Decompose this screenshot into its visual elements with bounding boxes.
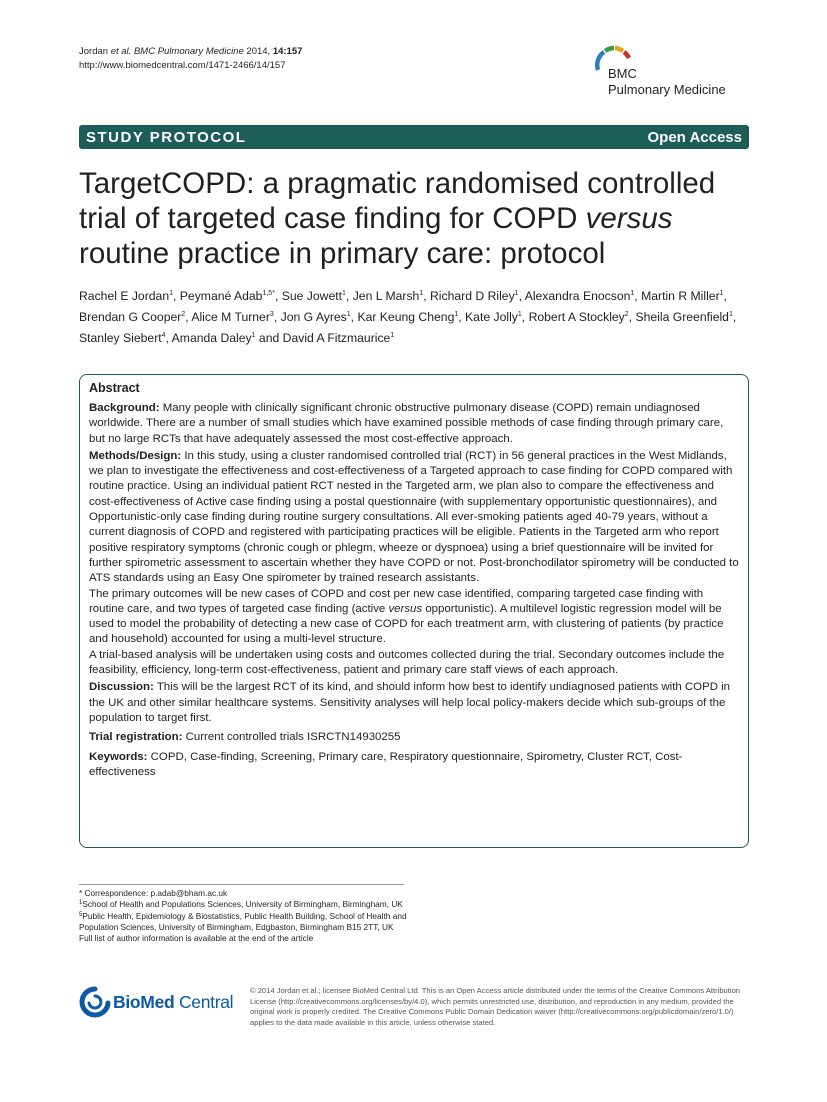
abstract-discussion: [89, 680, 739, 726]
article-type-banner: [79, 125, 749, 149]
affiliation-5: [79, 911, 409, 934]
author-item: [529, 310, 629, 324]
correspondence-note: * Correspondence: p.adab@bham.ac.uk: [79, 888, 228, 898]
author-item: [180, 289, 275, 303]
author-name: Peymané Adab: [179, 289, 263, 303]
author-affiliation: 1: [517, 311, 522, 318]
footnote-divider: [79, 884, 404, 885]
author-name: Alexandra Enocson: [524, 289, 631, 303]
citation-line: [79, 45, 302, 59]
author-name: Jon G Ayres: [280, 310, 347, 324]
publisher-logo: [79, 986, 239, 1022]
author-item: [172, 331, 256, 345]
author-item: [465, 310, 522, 324]
author-affiliation: 1: [390, 332, 395, 339]
author-name: Jen L Marsh: [352, 289, 420, 303]
footnotes: [79, 888, 409, 944]
article-title: [79, 166, 759, 271]
publisher-logo-text: [113, 992, 233, 1013]
author-item: [430, 289, 519, 303]
author-affiliation: 1: [728, 311, 733, 318]
author-item: [281, 310, 351, 324]
affiliation-5-number: 5: [79, 911, 83, 918]
author-item: [79, 331, 166, 345]
abstract-registration: [89, 730, 739, 745]
biomed-swirl-icon: [79, 986, 111, 1020]
title-part1: TargetCOPD: a pragmatic randomised controlled trial of targeted case finding for COPD: [79, 167, 716, 235]
author-and: and: [255, 331, 283, 345]
methods-text-2a: The primary outcomes will be new cases of COPD and cost per new case identified, comparing targeted case finding with routine care, and two types of targeted case finding (active: [89, 587, 704, 615]
author-affiliation: 1: [346, 311, 351, 318]
author-affiliation: 2: [624, 311, 629, 318]
methods-text-1: In this study, using a cluster randomised controlled trial (RCT) in 56 general practices in the West Midlands, we plan to investigate the effectiveness and cost-effectiveness of a Targeted approach to case finding for COPD compared with routine practice. Using an individual patient RCT nested in the Targeted arm, we plan also to compare the effectiveness and cost-effectiveness of Active case finding using a postal questionnaire (with supplementary opportunistic questionnaires), and Opportunistic-only case finding during routine surgery consultations. All ever-smoking patients aged 40-79 years, without a current diagnosis of COPD and registered with participating practices will be eligible. Patients in the Targeted arm who report positive respiratory symptoms (chronic cough or phlegm, wheeze or dyspnoea) using a brief questionnaire will be invited for further spirometric assessment to ascertain whether they have COPD or not. Post-bronchodilator spirometry will be conducted to ATS standards using an Easy One spirometer by trained research assistants.: [89, 449, 739, 585]
background-text: Many people with clinically significant chronic obstructive pulmonary disease (COPD) remain undiagnosed worldwide. There are a number of small studies which have examined possible methods of case finding through primary care, but no large RCTs that have adequately assessed the most cost-effective approach.: [89, 402, 724, 445]
author-name: Kate Jolly: [465, 310, 518, 324]
open-access-label: Open Access: [647, 128, 742, 146]
methods-text-3: A trial-based analysis will be undertaken using costs and outcomes collected during the trial. Secondary outcomes include the feasibility, efficiency, long-term cost-effectiveness, patient and primary care staff views of each approach.: [89, 648, 725, 677]
abstract-background: [89, 401, 739, 447]
abstract-methods: [89, 449, 739, 587]
publisher-logo-bold: BioMed: [113, 992, 175, 1012]
author-affiliation: 1: [342, 290, 346, 297]
abstract-heading: Abstract: [89, 381, 140, 395]
author-name: Richard D Riley: [430, 289, 515, 303]
author-affiliation: 1: [454, 311, 459, 318]
author-item: [283, 331, 395, 345]
author-item: [191, 310, 273, 324]
author-item: [79, 289, 173, 303]
author-name: Robert A Stockley: [528, 310, 625, 324]
abstract-keywords: [89, 750, 739, 781]
methods-text-2b: opportunistic). A multilevel logistic regression model will be used to model the probability of detecting a new case of COPD for each treatment arm, with clustering of patients (by practice and household) accounted for using a multi-level structure.: [89, 602, 724, 646]
abstract-box: [79, 374, 749, 848]
author-affiliation: 1: [251, 332, 256, 339]
author-name: Martin R Miller: [641, 289, 720, 303]
full-author-info-note: Full list of author information is available at the end of the article: [79, 933, 314, 944]
title-part2: routine practice in primary care: protocol: [79, 237, 606, 270]
methods-label: Methods/Design:: [89, 449, 182, 462]
author-name: Alice M Turner: [191, 310, 270, 324]
author-item: [525, 289, 635, 303]
citation-header: [79, 45, 302, 73]
author-name: Brendan G Cooper: [79, 310, 182, 324]
citation-year: 2014,: [246, 46, 271, 57]
author-affiliation: 1: [169, 290, 174, 297]
author-affiliation: 1: [419, 290, 424, 297]
abstract-methods-analysis: [89, 648, 739, 679]
registration-label: Trial registration:: [89, 731, 183, 744]
author-affiliation: 1,5*: [262, 290, 275, 297]
author-affiliation: 4: [161, 332, 166, 339]
affiliation-5-text: Public Health, Epidemiology & Biostatistics, Public Health Building, School of Health and Population Sciences, University of Birmingham, Edgbaston, Birmingham B15 2TT, UK: [79, 910, 407, 932]
author-name: Sheila Greenfield: [635, 310, 729, 324]
author-name: David A Fitzmaurice: [282, 331, 391, 345]
keywords-label: Keywords:: [89, 750, 148, 763]
citation-volume: 14:157: [272, 46, 303, 57]
journal-logo-bmc: BMC: [608, 66, 637, 81]
citation-authors: Jordan: [79, 46, 109, 57]
keywords-text: COPD, Case-finding, Screening, Primary care, Respiratory questionnaire, Spirometry, Cluster RCT, Cost-effectiveness: [89, 750, 683, 778]
author-affiliation: 2: [181, 311, 186, 318]
author-name: Amanda Daley: [171, 331, 252, 345]
affiliation-1-text: School of Health and Populations Sciences, University of Birmingham, Birmingham, UK: [82, 899, 403, 910]
author-list: Rachel E Jordan$^1$, Peymané Adab$^{1,5*}$, Sue Jowett$^1$, Jen L Marsh$^1$, Richard D Riley$^1$, Alexandra Enocson$^1$, Martin R Miller$^1$, Brendan G Cooper$^2$, Alice M Turner$^3$, Jon G Ayres$^1$, Kar Keung Cheng$^1$, Kate Jolly$^1$, Robert A Stockley$^2$, Sheila Greenfield$^1$, Stanley Siebert$^4$, Amanda Daley$^1$ and David A Fitzmaurice$^1$: [79, 289, 737, 345]
journal-logo-name: Pulmonary Medicine: [608, 82, 726, 97]
journal-logo: [592, 44, 762, 104]
author-item: [353, 289, 424, 303]
author-affiliation: 1: [719, 290, 724, 297]
affiliation-1: [79, 899, 409, 910]
citation-journal: et al. BMC Pulmonary Medicine: [110, 46, 244, 57]
author-name: Sue Jowett: [281, 289, 343, 303]
author-affiliation: 1: [514, 290, 519, 297]
affiliation-1-number: 1: [79, 900, 83, 907]
title-italic: versus: [585, 202, 673, 235]
author-name: Stanley Siebert: [79, 331, 162, 345]
article-url[interactable]: http://www.biomedcentral.com/1471-2466/14/157: [79, 60, 286, 71]
author-item: [641, 289, 723, 303]
publisher-logo-normal: Central: [174, 992, 234, 1012]
discussion-label: Discussion:: [89, 681, 154, 694]
discussion-text: This will be the largest RCT of its kind, and should inform how best to identify undiagnosed patients with COPD in the UK and other similar healthcare systems. Sensitivity analyses will help local policy-makers decide which sub-groups of the population to target first.: [89, 681, 731, 724]
author-item: [357, 310, 458, 324]
abstract-methods-outcomes: [89, 587, 739, 648]
author-affiliation: 3: [269, 311, 274, 318]
registration-text: Current controlled trials ISRCTN14930255: [185, 731, 401, 744]
author-affiliation: 1: [630, 290, 635, 297]
author-item: [635, 310, 732, 324]
author-item: [79, 310, 185, 324]
license-text: © 2014 Jordan et al.; licensee BioMed Central Ltd. This is an Open Access article distributed under the terms of the Creative Commons Attribution License (http://creativecommons.org/licenses/by/4.0), which permits unrestricted use, distribution, and reproduction in any medium, provided the original work is properly credited. The Creative Commons Public Domain Dedication waiver (http://creativecommons.org/publicdomain/zero/1.0/) applies to the data made available in this article, unless otherwise stated.: [250, 986, 741, 1027]
methods-text-2-italic: versus: [388, 602, 423, 615]
background-label: Background:: [89, 402, 160, 414]
author-item: [282, 289, 346, 303]
author-name: Rachel E Jordan: [79, 289, 170, 303]
author-name: Kar Keung Cheng: [357, 310, 455, 324]
article-type-label: STUDY PROTOCOL: [86, 128, 247, 146]
